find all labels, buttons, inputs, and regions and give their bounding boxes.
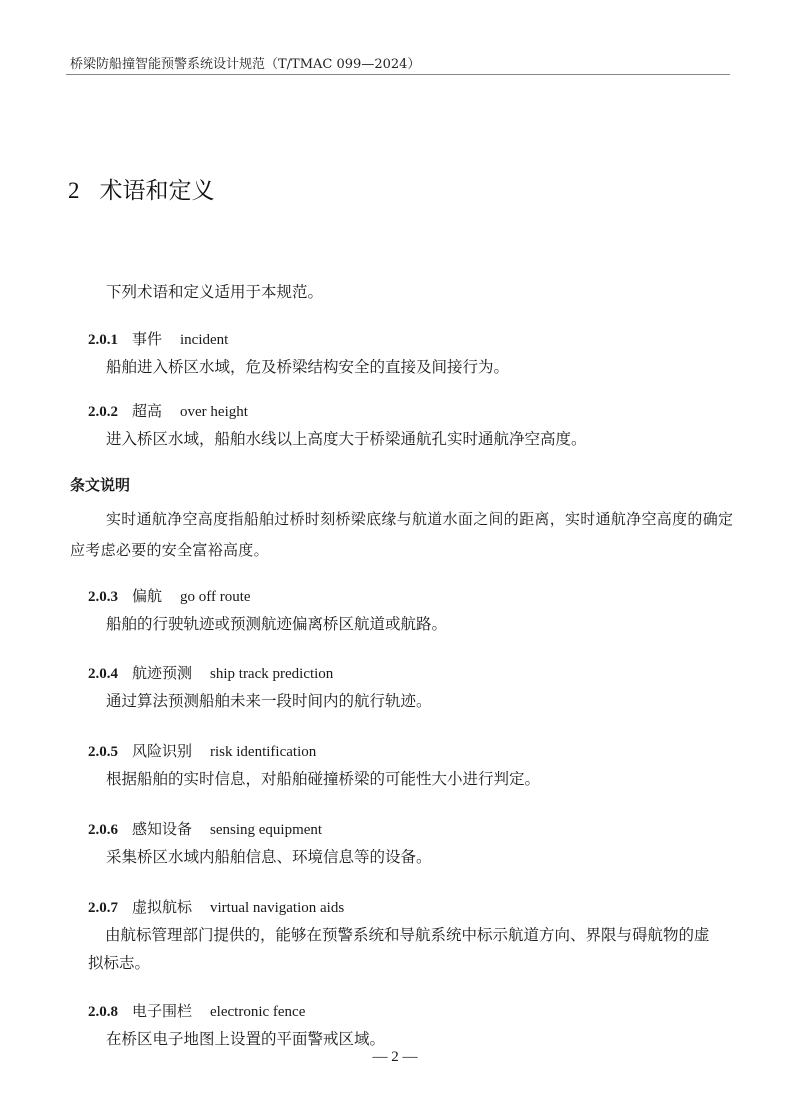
note-title: 条文说明 xyxy=(70,476,131,494)
term-number: 2.0.4 xyxy=(88,666,118,682)
term-entry xyxy=(88,818,738,871)
term-definition: 通过算法预测船舶未来一段时间内的航行轨迹。 xyxy=(106,692,432,710)
term-definition: 进入桥区水域，船舶水线以上高度大于桥梁通航孔实时通航净空高度。 xyxy=(106,430,587,448)
term-entry xyxy=(88,740,738,793)
header-divider xyxy=(66,74,730,75)
term-name-zh: 超高 xyxy=(132,402,163,420)
term-entry xyxy=(88,585,738,638)
term-entry xyxy=(88,1000,738,1053)
term-name-en: incident xyxy=(180,332,229,348)
chapter-number: 2 xyxy=(68,178,80,203)
chapter-heading xyxy=(68,172,215,205)
term-number: 2.0.7 xyxy=(88,900,118,916)
term-definition: 由航标管理部门提供的，能够在预警系统和导航系统中标示航道方向、界限与碍航物的虚拟标志。 xyxy=(88,926,710,972)
term-definition: 船舶进入桥区水域，危及桥梁结构安全的直接及间接行为。 xyxy=(106,358,510,376)
term-number: 2.0.2 xyxy=(88,404,118,420)
note-body: 实时通航净空高度指船舶过桥时刻桥梁底缘与航道水面之间的距离，实时通航净空高度的确定应考虑必要的安全富裕高度。 xyxy=(70,510,734,559)
term-entry xyxy=(88,328,738,381)
term-number: 2.0.1 xyxy=(88,332,118,348)
intro-paragraph: 下列术语和定义适用于本规范。 xyxy=(106,283,324,301)
term-name-en: risk identification xyxy=(210,744,317,760)
term-entry xyxy=(88,400,738,453)
term-name-zh: 感知设备 xyxy=(132,820,193,838)
term-name-en: virtual navigation aids xyxy=(210,900,345,916)
term-name-zh: 航迹预测 xyxy=(132,664,193,682)
term-name-zh: 风险识别 xyxy=(132,742,193,760)
page-number: — 2 — xyxy=(372,1049,418,1065)
term-name-en: ship track prediction xyxy=(210,666,334,682)
term-name-zh: 虚拟航标 xyxy=(132,898,193,916)
term-name-en: sensing equipment xyxy=(210,822,323,838)
term-definition: 根据船舶的实时信息，对船舶碰撞桥梁的可能性大小进行判定。 xyxy=(106,770,541,788)
term-name-en: go off route xyxy=(180,589,251,605)
term-number: 2.0.6 xyxy=(88,822,118,838)
term-name-zh: 电子围栏 xyxy=(132,1002,193,1020)
term-name-en: over height xyxy=(180,404,248,420)
term-entry xyxy=(88,662,738,715)
term-number: 2.0.3 xyxy=(88,589,118,605)
term-number: 2.0.5 xyxy=(88,744,118,760)
term-definition: 采集桥区水域内船舶信息、环境信息等的设备。 xyxy=(106,848,432,866)
term-definition: 在桥区电子地图上设置的平面警戒区域。 xyxy=(106,1030,386,1048)
chapter-title: 术语和定义 xyxy=(99,178,215,204)
term-entry xyxy=(88,896,738,977)
term-name-en: electronic fence xyxy=(210,1004,306,1020)
term-name-zh: 事件 xyxy=(132,330,163,348)
term-number: 2.0.8 xyxy=(88,1004,118,1020)
term-name-zh: 偏航 xyxy=(132,587,163,605)
term-definition: 船舶的行驶轨迹或预测航迹偏离桥区航道或航路。 xyxy=(106,615,448,633)
running-header: 桥梁防船撞智能预警系统设计规范（T/TMAC 099—2024） xyxy=(70,57,421,72)
